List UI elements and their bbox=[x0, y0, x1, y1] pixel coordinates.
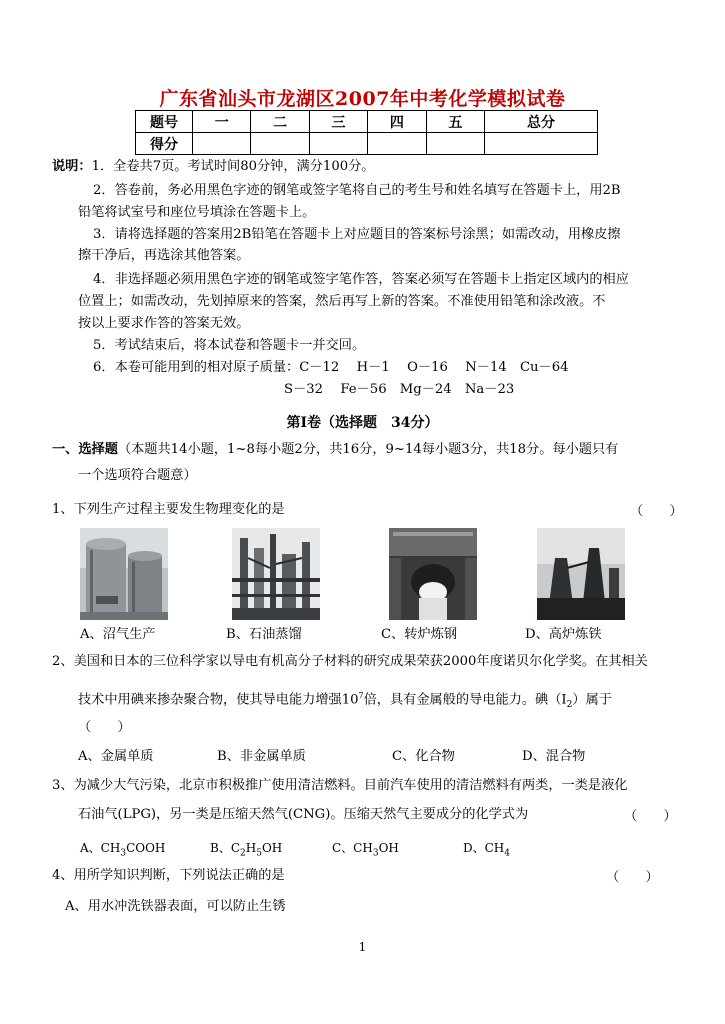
score-cell-total: 总分 bbox=[485, 111, 598, 133]
page-title: 广东省汕头市龙湖区2007年中考化学模拟试卷 bbox=[159, 88, 566, 110]
q2-text: 倍，具有金属般的导电能力。碘（I bbox=[363, 692, 567, 708]
q2-line-1: 2、美国和日本的三位科学家以导电有机高分子材料的研究成果荣获2000年度诺贝尔化学奖。在其相关 bbox=[52, 654, 648, 669]
score-blank bbox=[251, 133, 309, 155]
q2-option-b: B、非金属单质 bbox=[217, 749, 306, 764]
formula-part: B、C bbox=[210, 841, 241, 855]
formula-part: C、CH bbox=[332, 841, 373, 855]
converter-steelmaking-photo bbox=[389, 528, 477, 620]
score-cell-5: 五 bbox=[426, 111, 484, 133]
answer-paren: （ ） bbox=[606, 870, 659, 885]
q3-option-c bbox=[332, 838, 399, 863]
note-item: S－32 Fe－56 Mg－24 Na－23 bbox=[284, 382, 515, 397]
part1-desc: （本题共14小题，1~8每小题2分，共16分，9~14每小题3分，共18分。每小题只有 bbox=[117, 442, 619, 457]
note-item: 3．请将选择题的答案用2B铅笔在答题卡上对应题目的答案标号涂黑；如需改动，用橡皮擦 bbox=[93, 227, 621, 242]
q2-line-2 bbox=[78, 686, 612, 715]
notes-line-1 bbox=[52, 157, 374, 177]
part1-heading: 一、选择题 bbox=[52, 442, 118, 457]
note-item: 1．全卷共7页。考试时间80分钟，满分100分。 bbox=[91, 159, 375, 174]
formula-sub: 3 bbox=[372, 848, 379, 859]
note-item: 位置上；如需改动，先划掉原来的答案，然后再写上新的答案。不准使用铅笔和涂改液。不 bbox=[78, 294, 606, 309]
q2-option-a: A、金属单质 bbox=[78, 749, 154, 764]
q4-text: 4、用所学知识判断，下列说法正确的是 bbox=[52, 868, 285, 883]
page-number: 1 bbox=[358, 940, 367, 954]
score-table-score-row bbox=[136, 133, 598, 155]
q3-option-a bbox=[80, 838, 165, 863]
notes-label: 说明： bbox=[52, 159, 92, 174]
q1-text: 1、下列生产过程主要发生物理变化的是 bbox=[52, 502, 285, 517]
note-item: 铅笔将试室号和座位号填涂在答题卡上。 bbox=[78, 205, 316, 220]
q2-option-c: C、化合物 bbox=[392, 749, 455, 764]
biogas-tanks-photo bbox=[80, 528, 168, 620]
q1-option-c: C、转炉炼钢 bbox=[381, 627, 458, 642]
q2-text: 技术中用碘来掺杂聚合物，使其导电能力增强10 bbox=[78, 692, 359, 708]
q3-line-2: 石油气(LPG)，另一类是压缩天然气(CNG)。压缩天然气主要成分的化学式为 bbox=[78, 807, 529, 822]
score-blank bbox=[485, 133, 598, 155]
formula-part: OH bbox=[261, 841, 283, 855]
q4-option-a: A、用水冲洗铁器表面，可以防止生锈 bbox=[65, 899, 286, 914]
formula-part: COOH bbox=[126, 841, 166, 855]
formula-sub: 5 bbox=[256, 848, 262, 859]
q3-option-d bbox=[463, 838, 510, 863]
oil-refinery-photo bbox=[232, 528, 320, 620]
q3-line-1: 3、为减少大气污染，北京市积极推广使用清洁燃料。目前汽车使用的清洁燃料有两类，一类是液化 bbox=[52, 778, 628, 793]
part1-desc: 一个选项符合题意） bbox=[78, 468, 197, 483]
section-title: 第Ⅰ卷（选择题 34分） bbox=[286, 415, 439, 431]
note-item: 2．答卷前，务必用黑色字迹的钢笔或签字笔将自己的考生号和姓名填写在答题卡上，用2B bbox=[93, 183, 621, 198]
score-blank bbox=[426, 133, 484, 155]
part1-heading-line bbox=[52, 440, 618, 460]
formula-sub: 3 bbox=[120, 848, 127, 859]
q2-text: ）属于 bbox=[572, 692, 612, 708]
score-table bbox=[135, 110, 598, 155]
q1-option-d: D、高炉炼铁 bbox=[525, 627, 602, 642]
score-cell-3: 三 bbox=[309, 111, 367, 133]
note-item: 6．本卷可能用到的相对原子质量：C－12 H－1 O－16 N－14 Cu－64 bbox=[93, 360, 569, 375]
score-cell-4: 四 bbox=[368, 111, 426, 133]
formula-part: A、CH bbox=[80, 841, 121, 855]
note-item: 擦干净后，再选涂其他答案。 bbox=[78, 248, 250, 263]
answer-paren: （ ） bbox=[624, 809, 677, 824]
note-item: 4．非选择题必须用黑色字迹的钢笔或签字笔作答，答案必须写在答题卡上指定区域内的相应 bbox=[93, 272, 629, 287]
score-cell-label: 题号 bbox=[136, 111, 193, 133]
note-item: 按以上要求作答的答案无效。 bbox=[78, 316, 250, 331]
note-item: 5．考试结束后，将本试卷和答题卡一并交回。 bbox=[93, 338, 366, 353]
q2-option-d: D、混合物 bbox=[522, 749, 586, 764]
q3-option-b bbox=[210, 838, 282, 863]
q2-subscript: 2 bbox=[566, 700, 573, 711]
q1-option-b: B、石油蒸馏 bbox=[226, 627, 302, 642]
answer-paren: （ ） bbox=[78, 720, 131, 735]
formula-part: OH bbox=[378, 841, 399, 855]
score-blank bbox=[368, 133, 426, 155]
score-cell-2: 二 bbox=[251, 111, 309, 133]
formula-sub: 4 bbox=[504, 848, 511, 859]
score-table-header-row bbox=[136, 111, 598, 133]
formula-sub: 2 bbox=[240, 848, 246, 859]
answer-paren: （ ） bbox=[630, 504, 683, 519]
q2-exponent: 7 bbox=[358, 691, 364, 700]
formula-part: H bbox=[245, 841, 257, 855]
formula-part: D、CH bbox=[463, 841, 505, 855]
q1-option-a: A、沼气生产 bbox=[80, 627, 156, 642]
blast-furnace-photo bbox=[537, 528, 625, 620]
score-blank bbox=[193, 133, 251, 155]
score-blank bbox=[309, 133, 367, 155]
score-row-label: 得分 bbox=[136, 133, 193, 155]
score-cell-1: 一 bbox=[193, 111, 251, 133]
